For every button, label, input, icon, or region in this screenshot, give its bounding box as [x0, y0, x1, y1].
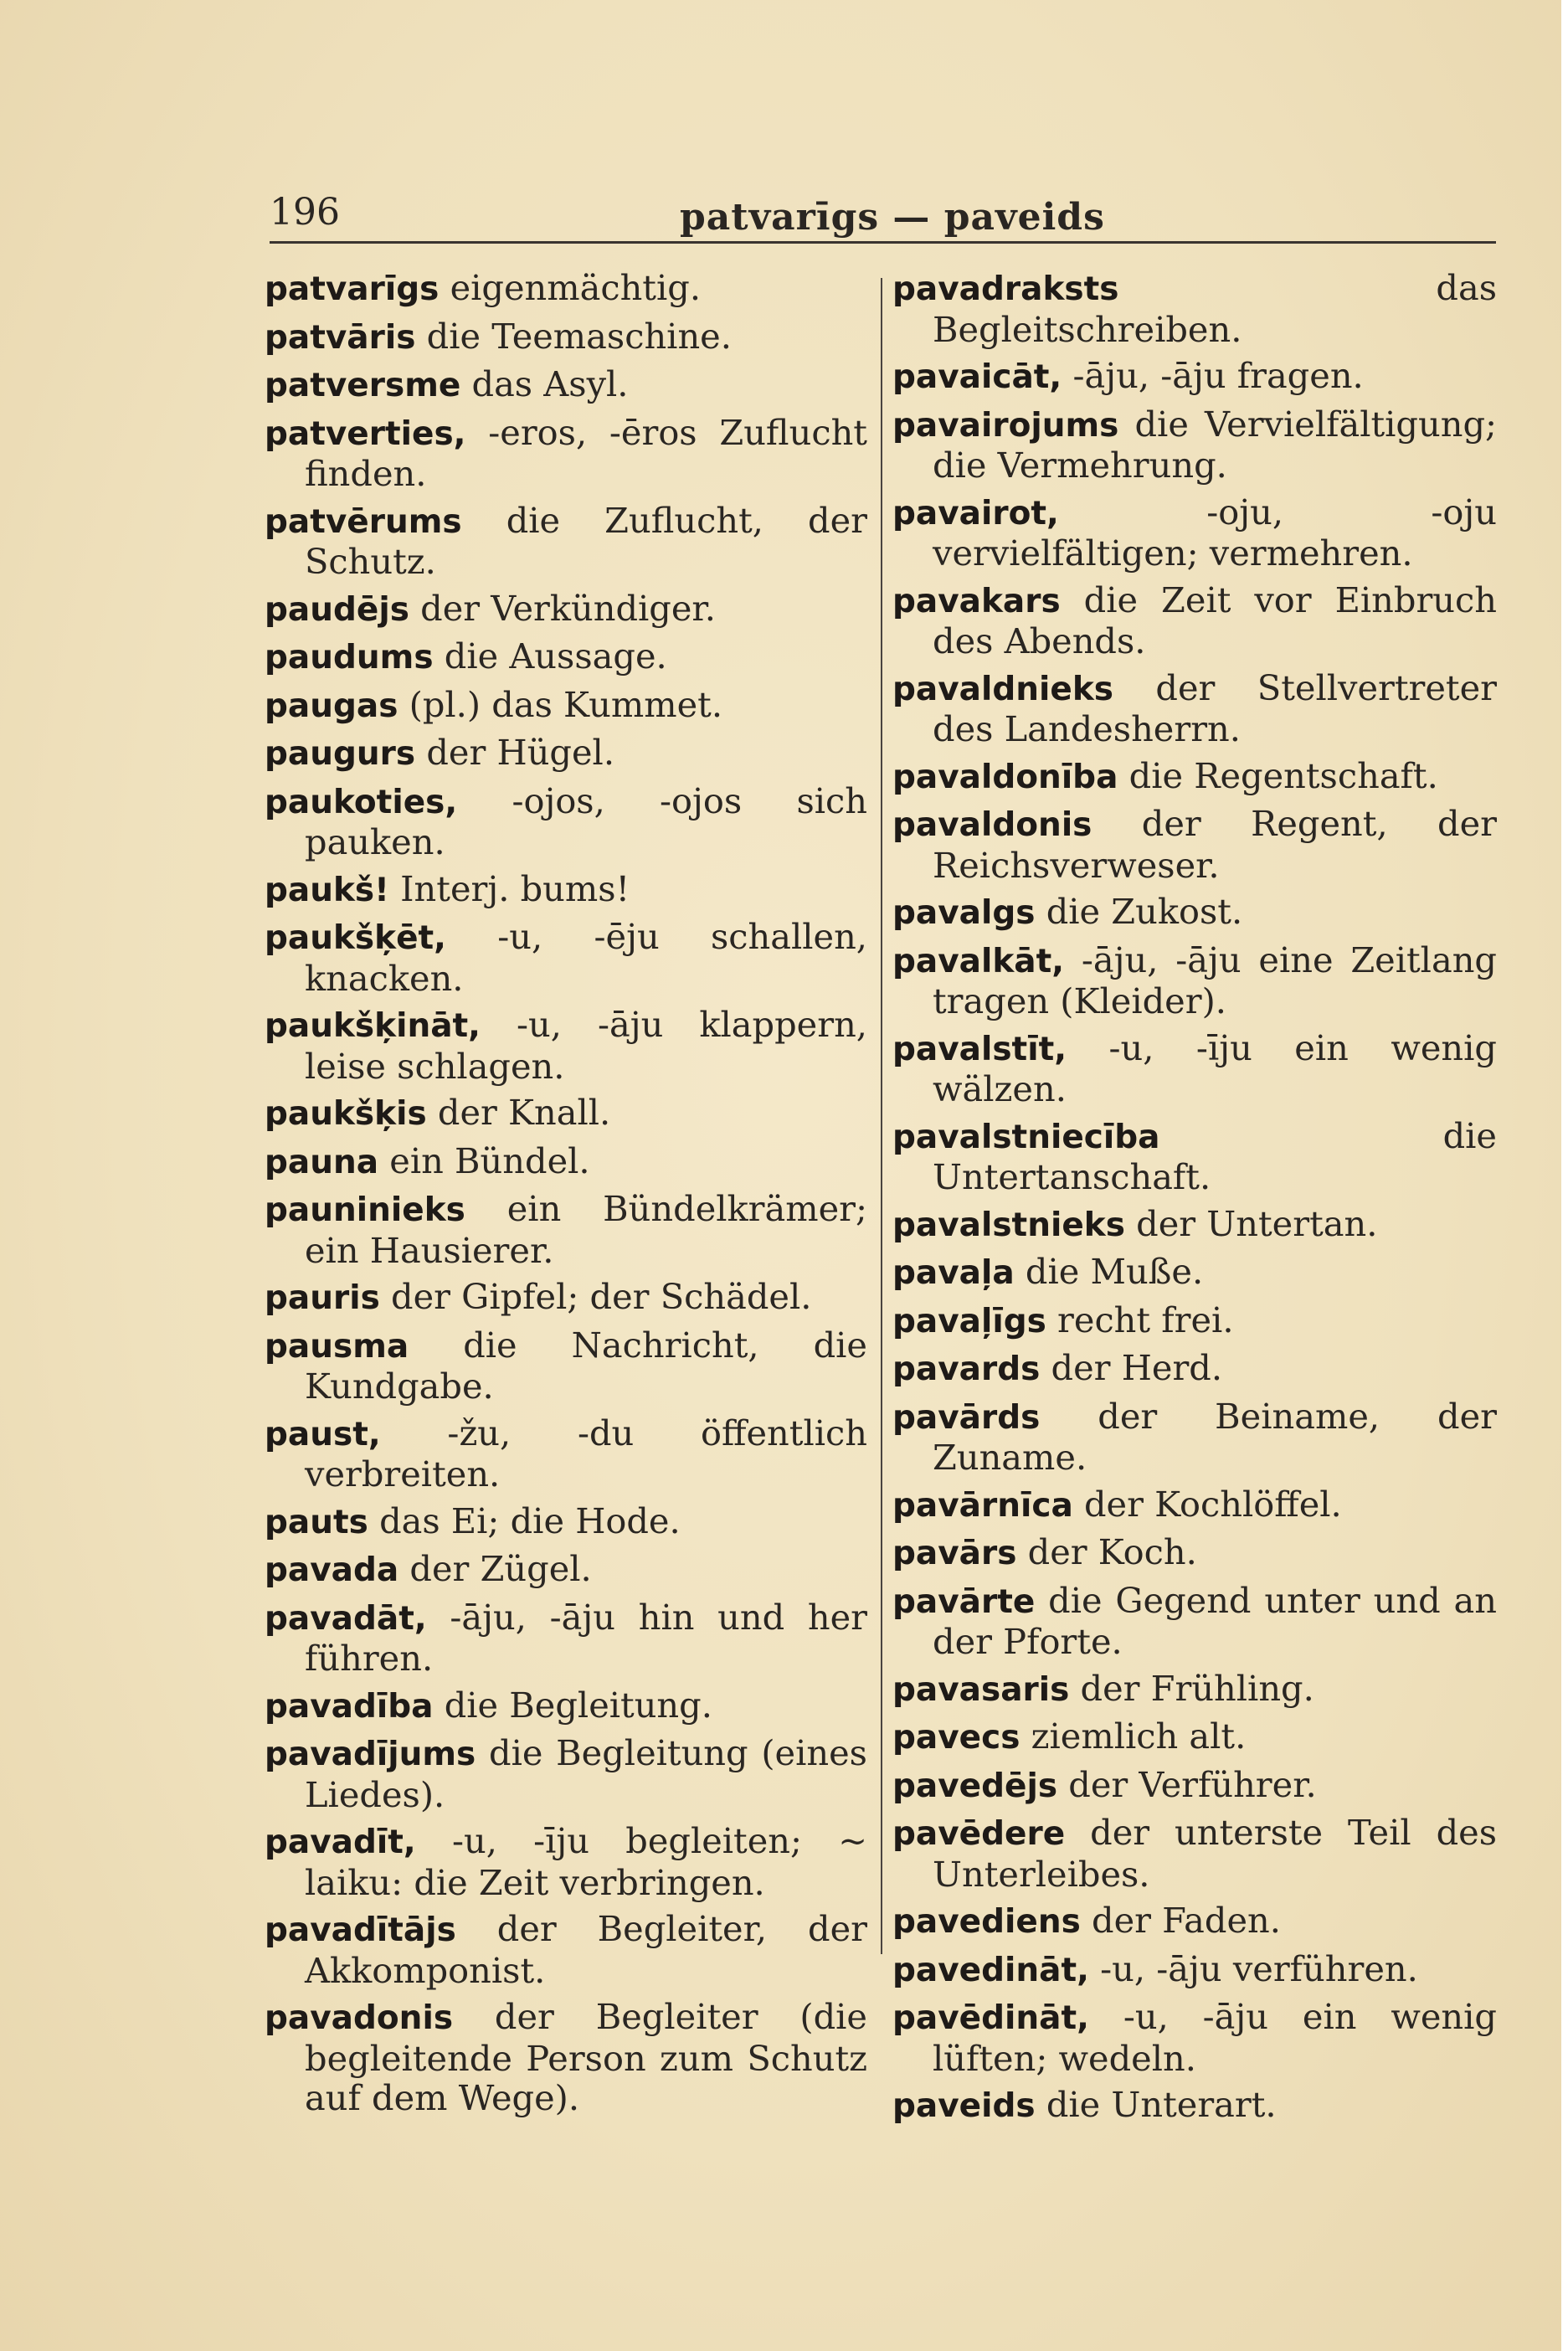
entry-headword: pauts	[265, 1503, 368, 1541]
dictionary-entry	[892, 1532, 1497, 1574]
entry-definition: -āju, -āju fragen.	[1072, 355, 1364, 396]
entry-definition: die Begleitung (eines Liedes).	[305, 1732, 867, 1815]
entry-definition: die Muße.	[1025, 1251, 1204, 1292]
dictionary-entry	[265, 1733, 867, 1814]
dictionary-entry	[892, 1765, 1497, 1807]
dictionary-entry	[892, 892, 1497, 934]
entry-definition: -žu, -du öffentlich verbreiten.	[305, 1412, 867, 1494]
entry-headword: pavadība	[265, 1687, 434, 1726]
dictionary-entry	[265, 1141, 867, 1183]
page-header	[270, 191, 1496, 241]
dictionary-entry	[892, 1997, 1497, 2078]
entry-definition: -u, -īju begleiten; ~ laiku: die Zeit verbringen.	[305, 1820, 867, 1903]
dictionary-entry	[265, 685, 867, 727]
entry-headword: pavalgs	[892, 894, 1036, 932]
dictionary-entry	[892, 1949, 1497, 1991]
dictionary-entry	[265, 1909, 867, 1990]
dictionary-entry	[265, 917, 867, 998]
entry-definition: das Begleitschreiben.	[933, 267, 1497, 350]
entry-headword: pavakars	[892, 582, 1061, 620]
dictionary-entry	[892, 404, 1497, 486]
entry-definition: -oju, -oju vervielfältigen; vermehren.	[933, 491, 1497, 574]
entry-headword: paugas	[265, 687, 398, 725]
dictionary-entry	[265, 1277, 867, 1319]
entry-headword: pavediens	[892, 1903, 1081, 1941]
entry-headword: pavēdināt,	[892, 1999, 1089, 2037]
entry-headword: pavalstniecība	[892, 1118, 1160, 1156]
dictionary-entry	[265, 636, 867, 678]
entry-headword: pavaldonis	[892, 806, 1092, 844]
dictionary-entry	[892, 1484, 1497, 1526]
entry-headword: pauris	[265, 1279, 380, 1317]
entry-definition: der Kochlöffel.	[1083, 1483, 1342, 1525]
entry-definition: der Beiname, der Zuname.	[933, 1395, 1497, 1478]
entry-definition: ein Bündelkrämer; ein Hausierer.	[305, 1188, 867, 1271]
entry-headword: paukoties,	[265, 783, 458, 821]
entry-definition: die Zuflucht, der Schutz.	[305, 499, 867, 582]
entry-headword: pausma	[265, 1327, 409, 1366]
entry-headword: pavada	[265, 1551, 399, 1589]
entry-headword: pavalstīt,	[892, 1030, 1067, 1068]
dictionary-entry	[265, 1413, 867, 1494]
entry-headword: pavalstnieks	[892, 1206, 1125, 1244]
dictionary-entry	[265, 589, 867, 630]
dictionary-entry	[892, 1716, 1497, 1758]
entry-headword: pauninieks	[265, 1191, 465, 1229]
entry-headword: pavārte	[892, 1582, 1036, 1621]
entry-headword: pavadonis	[265, 1999, 454, 2037]
entry-definition: die Gegend unter und an der Pforte.	[933, 1579, 1497, 1662]
dictionary-entry	[892, 668, 1497, 749]
entry-definition: -u, -āju klappern, leise schlagen.	[305, 1004, 867, 1087]
entry-definition: der Verkündiger.	[420, 587, 716, 629]
entry-definition: die Teemaschine.	[426, 315, 732, 357]
entry-headword: pavedējs	[892, 1767, 1058, 1805]
dictionary-entry	[265, 268, 867, 310]
entry-headword: paudējs	[265, 590, 409, 629]
entry-definition: -eros, -ēros Zuflucht finden.	[305, 411, 867, 494]
entry-definition: der Frühling.	[1080, 1667, 1314, 1709]
left-column	[265, 268, 867, 2125]
entry-definition: die Unterart.	[1046, 2084, 1277, 2125]
dictionary-entry	[265, 501, 867, 582]
dictionary-entry	[265, 869, 867, 911]
dictionary-entry	[265, 733, 867, 774]
entry-definition: eigenmächtig.	[450, 267, 702, 308]
entry-definition: das Asyl.	[471, 363, 629, 404]
dictionary-entry	[892, 1204, 1497, 1246]
entry-definition: die Vervielfältigung; die Vermehrung.	[933, 403, 1497, 486]
entry-definition: die Nachricht, die Kundgabe.	[305, 1324, 867, 1407]
entry-definition: der Begleiter, der Akkomponist.	[305, 1908, 867, 1991]
dictionary-entry	[265, 1325, 867, 1407]
entry-definition: -ojos, -ojos sich pauken.	[305, 779, 867, 862]
dictionary-entry	[892, 1348, 1497, 1390]
entry-headword: pavaldonība	[892, 758, 1118, 796]
entry-definition: die Zeit vor Einbruch des Abends.	[933, 579, 1497, 661]
entry-headword: pavaļa	[892, 1254, 1015, 1292]
entry-headword: pavārds	[892, 1398, 1041, 1437]
entry-definition: der Zügel.	[409, 1548, 592, 1589]
entry-definition: -āju, -āju hin und her führen.	[305, 1596, 867, 1679]
dictionary-entry	[265, 1597, 867, 1679]
entry-headword: pauna	[265, 1143, 379, 1181]
entry-headword: pavārs	[892, 1535, 1017, 1572]
entry-definition: -u, -ēju schallen, knacken.	[305, 916, 867, 999]
entry-headword: pavecs	[892, 1719, 1020, 1757]
entry-definition: das Ei; die Hode.	[379, 1500, 681, 1541]
dictionary-entry	[265, 1189, 867, 1270]
entry-headword: pavadītājs	[265, 1911, 456, 1949]
entry-definition: der Gipfel; der Schädel.	[391, 1276, 812, 1317]
entry-definition: -āju, -āju eine Zeitlang tragen (Kleider).	[933, 939, 1497, 1021]
dictionary-entry	[892, 1397, 1497, 1478]
entry-headword: patvērums	[265, 502, 462, 541]
dictionary-entry	[265, 1685, 867, 1727]
dictionary-entry	[892, 804, 1497, 885]
entry-headword: pavārnīca	[892, 1486, 1073, 1525]
entry-headword: pavasaris	[892, 1670, 1070, 1709]
entry-definition: der Hügel.	[426, 732, 615, 773]
dictionary-entry	[265, 316, 867, 358]
entry-headword: paukšķināt,	[265, 1007, 481, 1045]
entry-definition: die Untertanschaft.	[933, 1114, 1497, 1197]
entry-headword: paveids	[892, 2087, 1036, 2125]
dictionary-entry	[892, 1669, 1497, 1711]
entry-definition: der unterste Teil des Unterleibes.	[933, 1812, 1497, 1895]
entry-headword: pavalkāt,	[892, 942, 1065, 980]
dictionary-entry	[265, 364, 867, 406]
dictionary-entry	[265, 1549, 867, 1591]
dictionary-entry	[892, 940, 1497, 1021]
entry-headword: paukšķēt,	[265, 919, 446, 957]
dictionary-entry	[892, 1116, 1497, 1197]
entry-headword: patverties,	[265, 414, 466, 453]
entry-definition: (pl.) das Kummet.	[409, 683, 723, 725]
entry-headword: patvāris	[265, 318, 416, 357]
dictionary-entry	[265, 1997, 867, 2118]
entry-definition: der Faden.	[1092, 1900, 1281, 1941]
dictionary-entry	[265, 1093, 867, 1134]
entry-headword: pavards	[892, 1350, 1041, 1388]
dictionary-entry	[265, 1821, 867, 1902]
entry-definition: -u, -īju ein wenig wälzen.	[933, 1026, 1497, 1109]
entry-headword: paugurs	[265, 735, 416, 773]
entry-definition: ein Bündel.	[389, 1139, 590, 1181]
dictionary-entry	[265, 413, 867, 494]
dictionary-entry	[265, 1005, 867, 1086]
dictionary-entry	[892, 492, 1497, 574]
dictionary-entry	[892, 2085, 1497, 2127]
dictionary-entry	[892, 1901, 1497, 1942]
entry-headword: pavadraksts	[892, 270, 1119, 308]
page-number: 196	[270, 191, 340, 234]
entry-definition: -u, -āju verführen.	[1100, 1947, 1418, 1989]
entry-headword: patversme	[265, 367, 461, 404]
entry-definition: -u, -āju ein wenig lüften; wedeln.	[933, 1996, 1497, 2079]
entry-headword: pavadāt,	[265, 1599, 427, 1638]
column-divider	[881, 278, 882, 1954]
running-head: patvarīgs — paveids	[680, 196, 1105, 239]
entry-headword: pavadījums	[265, 1736, 476, 1773]
entry-headword: pavaicāt,	[892, 358, 1062, 396]
entry-headword: pavadīt,	[265, 1824, 416, 1861]
entry-definition: Interj. bums!	[400, 867, 630, 909]
entry-definition: recht frei.	[1057, 1299, 1234, 1340]
entry-definition: der Regent, der Reichsverweser.	[933, 803, 1497, 886]
entry-definition: die Aussage.	[444, 635, 667, 676]
dictionary-entry	[892, 1813, 1497, 1894]
entry-definition: die Begleitung.	[444, 1684, 712, 1726]
entry-headword: pavairot,	[892, 494, 1059, 532]
page-edge	[1561, 0, 1568, 2351]
dictionary-entry	[892, 756, 1497, 798]
entry-headword: paukšķis	[265, 1095, 427, 1133]
entry-headword: pavēdere	[892, 1815, 1066, 1853]
entry-headword: pavedināt,	[892, 1951, 1089, 1989]
dictionary-entry	[892, 1028, 1497, 1109]
entry-definition: die Regentschaft.	[1128, 754, 1438, 796]
entry-definition: der Verführer.	[1068, 1763, 1317, 1805]
entry-headword: patvarīgs	[265, 270, 440, 308]
entry-headword: pavaldnieks	[892, 670, 1113, 708]
dictionary-entry	[892, 1581, 1497, 1662]
entry-definition: der Herd.	[1051, 1347, 1223, 1388]
entry-definition: der Stellvertreter des Landesherrn.	[933, 666, 1497, 749]
entry-definition: die Zukost.	[1046, 891, 1243, 932]
entry-headword: paukš!	[265, 871, 389, 909]
entry-headword: paust,	[265, 1415, 381, 1453]
dictionary-entry	[265, 781, 867, 862]
dictionary-entry	[892, 580, 1497, 661]
entry-definition: ziemlich alt.	[1031, 1716, 1247, 1757]
dictionary-entry	[892, 1300, 1497, 1342]
dictionary-entry	[892, 1252, 1497, 1294]
entry-definition: der Begleiter (die begleitende Person zum Schutz auf dem Wege).	[305, 1996, 867, 2118]
header-rule	[270, 241, 1496, 244]
entry-headword: pavairojums	[892, 406, 1119, 445]
entry-headword: paudums	[265, 639, 434, 676]
entry-definition: der Koch.	[1027, 1531, 1197, 1572]
dictionary-entry	[892, 356, 1497, 398]
entry-definition: der Knall.	[437, 1092, 611, 1133]
entry-headword: pavaļīgs	[892, 1302, 1046, 1340]
dictionary-entry	[265, 1501, 867, 1543]
right-column	[892, 268, 1497, 2133]
entry-definition: der Untertan.	[1136, 1202, 1378, 1244]
dictionary-entry	[892, 268, 1497, 349]
